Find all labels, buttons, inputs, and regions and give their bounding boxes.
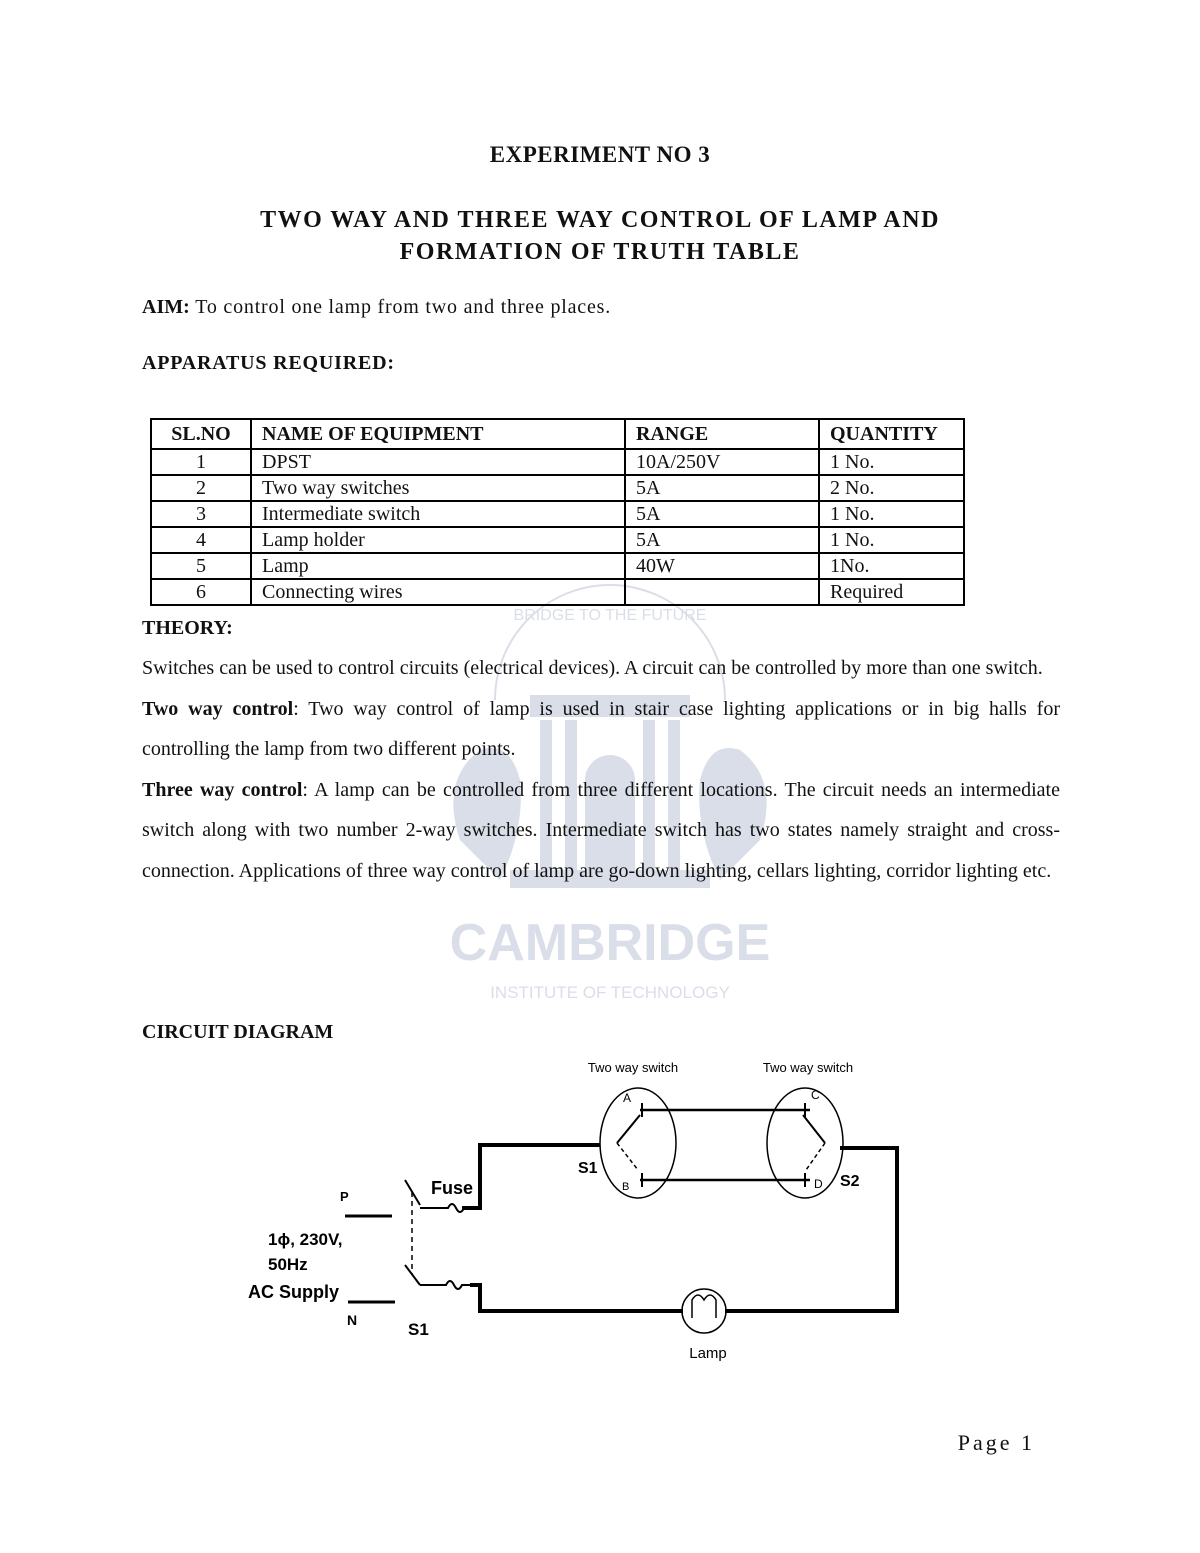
table-cell: 5A <box>625 527 819 553</box>
experiment-number: EXPERIMENT NO 3 <box>489 142 711 167</box>
apparatus-heading: APPARATUS REQUIRED: <box>142 352 395 374</box>
table-cell: 5 <box>151 553 251 579</box>
watermark-subtitle: INSTITUTE OF TECHNOLOGY <box>490 983 730 1000</box>
two-way-label: Two way control <box>142 697 294 720</box>
table-cell: 3 <box>151 501 251 527</box>
aim-label: AIM: <box>142 296 190 318</box>
title-line-1: TWO WAY AND THREE WAY CONTROL OF LAMP AND <box>260 207 940 233</box>
table-cell: Two way switches <box>251 475 625 501</box>
page-number: Page 1 <box>957 1430 1035 1455</box>
watermark-name: CAMBRIDGE <box>449 914 771 972</box>
table-cell: 1No. <box>819 553 964 579</box>
lamp-label: Lamp <box>689 1345 727 1362</box>
fuse-label: Fuse <box>431 1178 474 1198</box>
table-cell: 10A/250V <box>625 449 819 475</box>
table-cell: 6 <box>151 579 251 605</box>
lamp-symbol <box>682 1289 726 1333</box>
table-cell: Required <box>819 579 964 605</box>
three-way-label: Three way control <box>142 778 303 801</box>
table-cell: Lamp holder <box>251 527 625 553</box>
aim-text: To control one lamp from two and three places. <box>189 296 612 318</box>
watermark-arc-text: BRIDGE TO THE FUTURE <box>513 607 707 624</box>
terminal-d: D <box>814 1177 823 1191</box>
theory-heading: THEORY: <box>142 617 233 639</box>
s1-label: S1 <box>578 1160 598 1177</box>
switch-2-label: Two way switch <box>762 1060 854 1075</box>
table-cell: 5A <box>625 501 819 527</box>
table-cell: 1 <box>151 449 251 475</box>
supply-line-1: 1ϕ, 230V, <box>268 1230 343 1249</box>
column-header: NAME OF EQUIPMENT <box>251 419 625 449</box>
terminal-c: C <box>811 1088 820 1102</box>
column-header: QUANTITY <box>819 419 964 449</box>
table-cell: Lamp <box>251 553 625 579</box>
table-cell: 1 No. <box>819 449 964 475</box>
table-cell: 5A <box>625 475 819 501</box>
s2-label: S2 <box>840 1173 860 1190</box>
dpst-label: S1 <box>408 1320 429 1339</box>
title-line-2: FORMATION OF TRUTH TABLE <box>399 239 801 265</box>
switch-1-circle <box>600 1088 676 1198</box>
table-cell: 4 <box>151 527 251 553</box>
terminal-b: B <box>622 1181 630 1193</box>
table-cell: 40W <box>625 553 819 579</box>
phase-label: P <box>340 1189 349 1204</box>
table-cell: DPST <box>251 449 625 475</box>
table-cell: 2 <box>151 475 251 501</box>
table-cell: Intermediate switch <box>251 501 625 527</box>
theory-intro: Switches can be used to control circuits (electrical devices). A circuit can be controlled by more than one switch. <box>142 657 1043 679</box>
table-cell: 1 No. <box>819 527 964 553</box>
three-way-text: : A lamp can be controlled from three different locations. The circuit needs an intermediate switch along with two number 2-way switches. Intermediate switch has two states namely straight and cross-connection. Applications of three way control of lamp are go-down lighting, cellars lighting, corridor lighting etc. <box>142 778 1060 882</box>
two-way-text: : Two way control of lamp is used in stair case lighting applications or in big halls for controlling the lamp from two different points. <box>142 697 1061 760</box>
column-header: RANGE <box>625 419 819 449</box>
table-cell: 1 No. <box>819 501 964 527</box>
switch-1-label: Two way switch <box>587 1060 679 1075</box>
neutral-label: N <box>347 1312 358 1328</box>
column-header: SL.NO <box>151 419 251 449</box>
table-cell: Connecting wires <box>251 579 625 605</box>
supply-line-3: AC Supply <box>248 1282 340 1302</box>
terminal-a: A <box>623 1091 632 1105</box>
supply-line-2: 50Hz <box>268 1255 308 1274</box>
table-cell: 2 No. <box>819 475 964 501</box>
circuit-heading: CIRCUIT DIAGRAM <box>142 1021 334 1043</box>
